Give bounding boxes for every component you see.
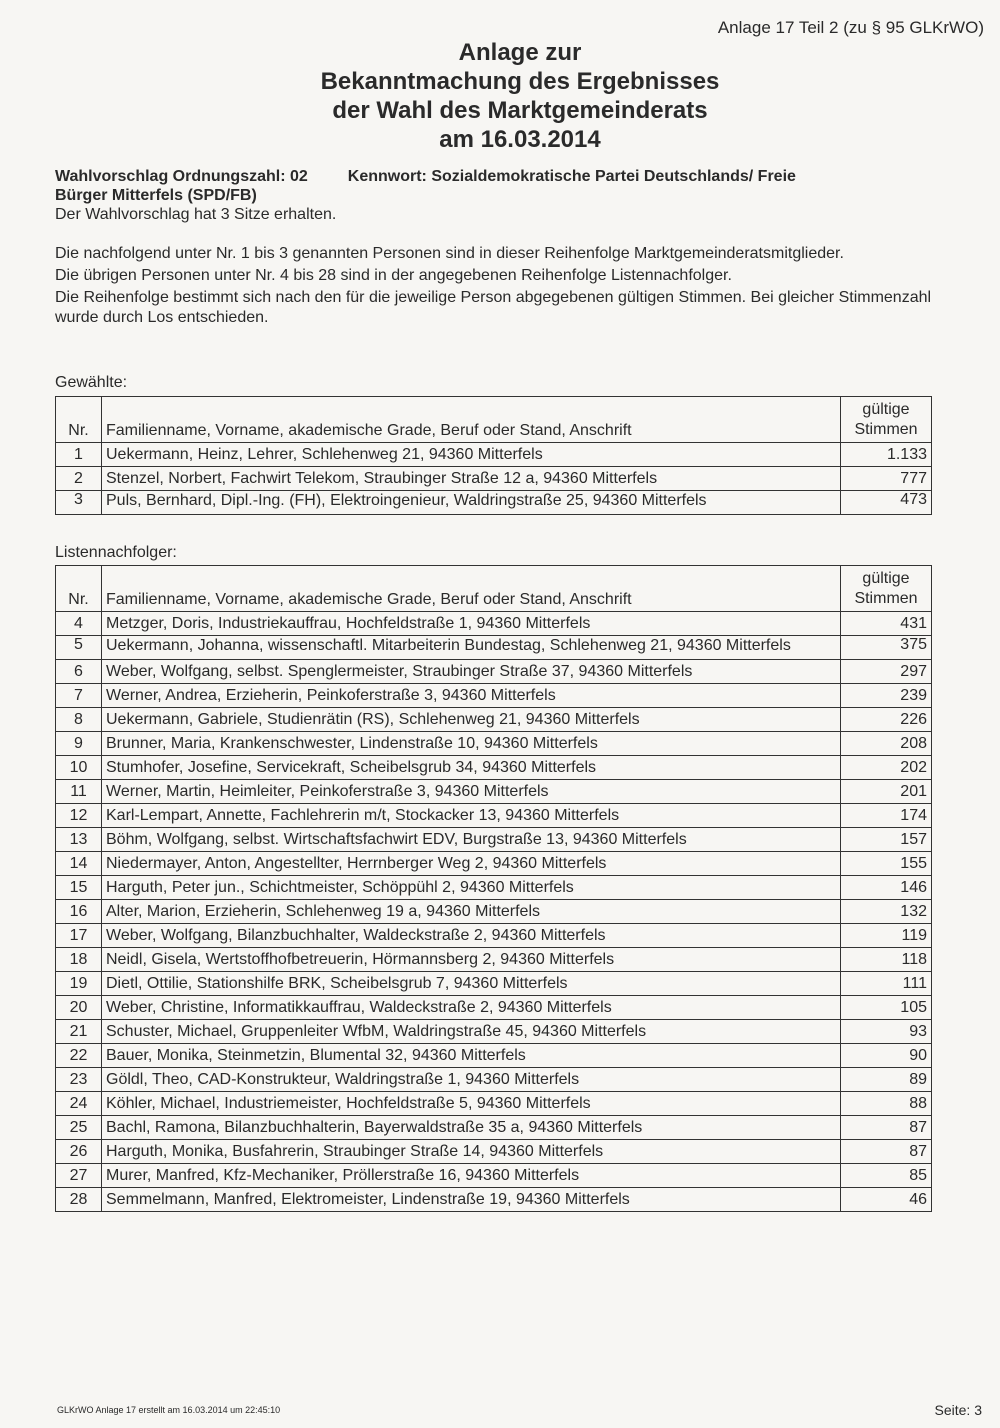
row-votes: 226: [841, 708, 932, 732]
row-votes: 89: [841, 1068, 932, 1092]
row-person: Schuster, Michael, Gruppenleiter WfbM, Waldringstraße 45, 94360 Mitterfels: [102, 1020, 841, 1044]
election-date: am 16.03.2014: [439, 126, 601, 153]
row-person: Bachl, Ramona, Bilanzbuchhalterin, Bayerwaldstraße 35 a, 94360 Mitterfels: [102, 1116, 841, 1140]
table-row: [56, 1092, 932, 1116]
row-votes: 90: [841, 1044, 932, 1068]
table-row: [56, 972, 932, 996]
row-number: 4: [56, 612, 102, 636]
table-row: [56, 756, 932, 780]
seats-text: Der Wahlvorschlag hat 3 Sitze erhalten.: [55, 206, 337, 223]
table-row: [56, 804, 932, 828]
row-person: Stenzel, Norbert, Fachwirt Telekom, Straubinger Straße 12 a, 94360 Mitterfels: [102, 467, 841, 491]
title-line: der Wahl des Marktgemeinderats: [332, 97, 708, 124]
row-person: Neidl, Gisela, Wertstoffhofbetreuerin, Hörmannsberg 2, 94360 Mitterfels: [102, 948, 841, 972]
row-number: 15: [56, 876, 102, 900]
table-row: [56, 924, 932, 948]
row-number: 5: [56, 636, 102, 660]
table-row: [56, 1116, 932, 1140]
row-person: Karl-Lempart, Annette, Fachlehrerin m/t, Stockacker 13, 94360 Mitterfels: [102, 804, 841, 828]
row-number: 13: [56, 828, 102, 852]
intro-paragraph: Die übrigen Personen unter Nr. 4 bis 28 sind in der angegebenen Reihenfolge Listennachfolger.: [55, 267, 732, 284]
row-number: 25: [56, 1116, 102, 1140]
row-votes: 146: [841, 876, 932, 900]
row-person: Metzger, Doris, Industriekauffrau, Hochfeldstraße 1, 94360 Mitterfels: [102, 612, 841, 636]
row-number: 3: [56, 491, 102, 515]
row-number: 27: [56, 1164, 102, 1188]
row-person: Weber, Wolfgang, selbst. Spenglermeister, Straubinger Straße 37, 94360 Mitterfels: [102, 660, 841, 684]
row-person: Harguth, Monika, Busfahrerin, Straubinger Straße 14, 94360 Mitterfels: [102, 1140, 841, 1164]
row-votes: 431: [841, 612, 932, 636]
table-row: [56, 636, 932, 660]
elected-label: Gewählte:: [55, 374, 128, 391]
row-person: Weber, Wolfgang, Bilanzbuchhalter, Waldeckstraße 2, 94360 Mitterfels: [102, 924, 841, 948]
elected-table: [55, 396, 932, 515]
row-person: Bauer, Monika, Steinmetzin, Blumental 32, 94360 Mitterfels: [102, 1044, 841, 1068]
table-row: [56, 491, 932, 515]
header-nr: Nr.: [56, 566, 102, 612]
table-row: [56, 612, 932, 636]
proposal-block: [55, 167, 796, 224]
row-number: 20: [56, 996, 102, 1020]
row-votes: 87: [841, 1116, 932, 1140]
row-votes: 174: [841, 804, 932, 828]
row-votes: 208: [841, 732, 932, 756]
row-votes: 119: [841, 924, 932, 948]
row-number: 11: [56, 780, 102, 804]
row-votes: 87: [841, 1140, 932, 1164]
row-votes: 239: [841, 684, 932, 708]
table-row: [56, 660, 932, 684]
row-votes: 88: [841, 1092, 932, 1116]
row-votes: 1.133: [841, 443, 932, 467]
document-title: [0, 38, 1000, 154]
table-row: [56, 684, 932, 708]
row-votes: 132: [841, 900, 932, 924]
table-row: [56, 1068, 932, 1092]
row-votes: 85: [841, 1164, 932, 1188]
row-number: 24: [56, 1092, 102, 1116]
row-number: 9: [56, 732, 102, 756]
table-row: [56, 443, 932, 467]
intro-text: [55, 244, 935, 328]
row-number: 7: [56, 684, 102, 708]
row-number: 23: [56, 1068, 102, 1092]
row-votes: 202: [841, 756, 932, 780]
row-person: Murer, Manfred, Kfz-Mechaniker, Pröllerstraße 16, 94360 Mitterfels: [102, 1164, 841, 1188]
row-number: 17: [56, 924, 102, 948]
row-person: Brunner, Maria, Krankenschwester, Lindenstraße 10, 94360 Mitterfels: [102, 732, 841, 756]
row-votes: 473: [841, 491, 932, 515]
row-number: 28: [56, 1188, 102, 1212]
table-row: [56, 467, 932, 491]
row-person: Harguth, Peter jun., Schichtmeister, Schöppühl 2, 94360 Mitterfels: [102, 876, 841, 900]
row-number: 6: [56, 660, 102, 684]
row-person: Weber, Christine, Informatikkauffrau, Waldeckstraße 2, 94360 Mitterfels: [102, 996, 841, 1020]
table-row: [56, 1140, 932, 1164]
title-line: Anlage zur: [458, 39, 582, 66]
row-person: Uekermann, Johanna, wissenschaftl. Mitarbeiterin Bundestag, Schlehenweg 21, 94360 Mitterfels: [102, 636, 841, 660]
row-number: 1: [56, 443, 102, 467]
table-row: [56, 876, 932, 900]
table-row: [56, 1188, 932, 1212]
page-number: Seite: 3: [934, 1402, 982, 1418]
proposal-keyword: Kennwort: Sozialdemokratische Partei Deutschlands/ Freie: [347, 168, 796, 185]
table-row: [56, 780, 932, 804]
title-line: Bekanntmachung des Ergebnisses: [320, 68, 720, 95]
table-row: [56, 828, 932, 852]
row-number: 26: [56, 1140, 102, 1164]
row-votes: 105: [841, 996, 932, 1020]
row-person: Böhm, Wolfgang, selbst. Wirtschaftsfachwirt EDV, Burgstraße 13, 94360 Mitterfels: [102, 828, 841, 852]
table-row: [56, 732, 932, 756]
row-person: Alter, Marion, Erzieherin, Schlehenweg 19 a, 94360 Mitterfels: [102, 900, 841, 924]
row-number: 8: [56, 708, 102, 732]
row-person: Werner, Martin, Heimleiter, Peinkoferstraße 3, 94360 Mitterfels: [102, 780, 841, 804]
row-person: Dietl, Ottilie, Stationshilfe BRK, Scheibelsgrub 7, 94360 Mitterfels: [102, 972, 841, 996]
row-votes: 155: [841, 852, 932, 876]
row-number: 22: [56, 1044, 102, 1068]
header-nr: Nr.: [56, 397, 102, 443]
row-votes: 46: [841, 1188, 932, 1212]
table-row: [56, 708, 932, 732]
table-row: [56, 852, 932, 876]
header-votes: gültige Stimmen: [841, 397, 932, 443]
successors-table: [55, 565, 932, 1212]
row-number: 19: [56, 972, 102, 996]
successors-label: Listennachfolger:: [55, 544, 177, 561]
row-person: Puls, Bernhard, Dipl.-Ing. (FH), Elektroingenieur, Waldringstraße 25, 94360 Mitterfels: [102, 491, 841, 515]
table-row: [56, 1020, 932, 1044]
row-votes: 297: [841, 660, 932, 684]
table-row: [56, 948, 932, 972]
table-row: [56, 1044, 932, 1068]
row-person: Göldl, Theo, CAD-Konstrukteur, Waldringstraße 1, 94360 Mitterfels: [102, 1068, 841, 1092]
row-person: Uekermann, Gabriele, Studienrätin (RS), Schlehenweg 21, 94360 Mitterfels: [102, 708, 841, 732]
header-name: Familienname, Vorname, akademische Grade, Beruf oder Stand, Anschrift: [102, 397, 841, 443]
table-row: [56, 1164, 932, 1188]
row-votes: 93: [841, 1020, 932, 1044]
row-number: 16: [56, 900, 102, 924]
row-votes: 777: [841, 467, 932, 491]
row-person: Semmelmann, Manfred, Elektromeister, Lindenstraße 19, 94360 Mitterfels: [102, 1188, 841, 1212]
row-votes: 157: [841, 828, 932, 852]
proposal-keyword-continued: Bürger Mitterfels (SPD/FB): [55, 187, 257, 204]
row-votes: 201: [841, 780, 932, 804]
footer-created: GLKrWO Anlage 17 erstellt am 16.03.2014 um 22:45:10: [57, 1405, 281, 1415]
table-row: [56, 900, 932, 924]
proposal-number: Wahlvorschlag Ordnungszahl: 02: [55, 168, 308, 185]
annex-reference: Anlage 17 Teil 2 (zu § 95 GLKrWO): [717, 18, 984, 37]
intro-paragraph: Die nachfolgend unter Nr. 1 bis 3 genannten Personen sind in dieser Reihenfolge Marktgemeinderatsmitglieder.: [55, 245, 844, 262]
row-number: 12: [56, 804, 102, 828]
header-votes: gültige Stimmen: [841, 566, 932, 612]
row-number: 2: [56, 467, 102, 491]
row-number: 18: [56, 948, 102, 972]
row-votes: 375: [841, 636, 932, 660]
row-person: Werner, Andrea, Erzieherin, Peinkoferstraße 3, 94360 Mitterfels: [102, 684, 841, 708]
row-person: Stumhofer, Josefine, Servicekraft, Scheibelsgrub 34, 94360 Mitterfels: [102, 756, 841, 780]
intro-paragraph: Die Reihenfolge bestimmt sich nach den für die jeweilige Person abgegebenen gültigen Stimmen. Bei gleicher Stimmenzahl wurde durch Los entschieden.: [55, 289, 932, 326]
table-row: [56, 996, 932, 1020]
header-name: Familienname, Vorname, akademische Grade, Beruf oder Stand, Anschrift: [102, 566, 841, 612]
row-person: Niedermayer, Anton, Angestellter, Herrnberger Weg 2, 94360 Mitterfels: [102, 852, 841, 876]
row-votes: 118: [841, 948, 932, 972]
row-number: 21: [56, 1020, 102, 1044]
row-number: 14: [56, 852, 102, 876]
row-votes: 111: [841, 972, 932, 996]
row-person: Uekermann, Heinz, Lehrer, Schlehenweg 21, 94360 Mitterfels: [102, 443, 841, 467]
row-person: Köhler, Michael, Industriemeister, Hochfeldstraße 5, 94360 Mitterfels: [102, 1092, 841, 1116]
row-number: 10: [56, 756, 102, 780]
